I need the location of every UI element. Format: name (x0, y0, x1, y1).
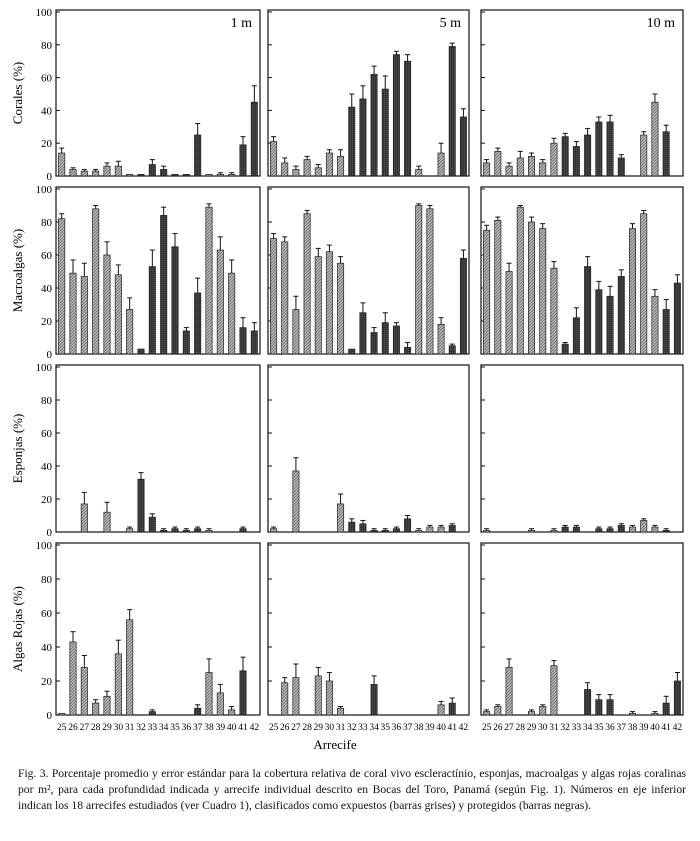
x-axis-label: Arrecife (313, 737, 357, 752)
y-tick-label: 60 (41, 608, 52, 620)
bar (427, 527, 433, 532)
x-tick-label: 37 (402, 723, 413, 733)
bar (663, 309, 669, 354)
bar (160, 169, 166, 176)
bar (495, 151, 501, 176)
panel-frame (56, 10, 260, 176)
panel (36, 184, 261, 361)
bar (70, 273, 76, 354)
bar (149, 165, 155, 176)
x-tick-label: 34 (369, 723, 379, 733)
bar (326, 681, 332, 715)
bar (517, 207, 523, 354)
x-tick-label: 32 (560, 723, 570, 733)
bar (438, 153, 444, 176)
y-tick-label: 20 (41, 494, 52, 506)
bar (282, 242, 288, 354)
panel (481, 187, 683, 354)
bar (641, 135, 647, 176)
bar (629, 713, 635, 715)
bar (115, 166, 121, 176)
x-tick-label: 29 (102, 723, 112, 733)
bar (92, 209, 98, 354)
y-tick-label: 0 (46, 710, 52, 722)
bar (540, 163, 546, 176)
bar (483, 230, 489, 354)
bar (104, 255, 110, 354)
bar (360, 99, 366, 176)
x-tick-label: 37 (616, 723, 627, 733)
x-tick-label: 36 (605, 723, 615, 733)
bar (228, 710, 234, 715)
bar (160, 215, 166, 354)
bar (663, 530, 669, 532)
bar (92, 171, 98, 176)
bar (562, 344, 568, 354)
bar (81, 667, 87, 715)
bar (92, 703, 98, 715)
bar (416, 169, 422, 176)
x-tick-label: 33 (358, 723, 368, 733)
bar (194, 293, 200, 354)
bar (183, 331, 189, 354)
x-tick-label: 42 (672, 723, 683, 733)
bar (251, 102, 257, 176)
y-axis-label: Esponjas (%) (10, 413, 25, 484)
bar (584, 690, 590, 716)
bar (551, 268, 557, 354)
bar (584, 135, 590, 176)
bar (304, 214, 310, 354)
bar (629, 527, 635, 532)
panel (36, 362, 261, 539)
bar (393, 529, 399, 532)
bar (371, 74, 377, 176)
bar (540, 229, 546, 354)
x-tick-label: 41 (447, 723, 457, 733)
bar (81, 276, 87, 354)
bar (304, 160, 310, 176)
bar (240, 671, 246, 715)
bar (460, 117, 466, 176)
bar (528, 156, 534, 176)
bar (240, 328, 246, 354)
bar (270, 529, 276, 532)
panel (481, 543, 683, 733)
x-tick-label: 29 (313, 723, 323, 733)
bar (206, 174, 212, 176)
y-tick-label: 0 (46, 171, 52, 183)
bar (315, 676, 321, 715)
bar (115, 654, 121, 715)
bar (337, 156, 343, 176)
bar (573, 146, 579, 176)
x-tick-label: 42 (458, 723, 469, 733)
bar (641, 214, 647, 354)
bar (58, 219, 64, 354)
x-tick-label: 34 (582, 723, 593, 733)
y-tick-label: 40 (41, 283, 52, 295)
bar (371, 684, 377, 715)
x-tick-label: 25 (268, 723, 279, 733)
bar (217, 250, 223, 354)
bar (551, 530, 557, 532)
y-tick-label: 0 (46, 349, 52, 361)
x-tick-label: 40 (226, 723, 237, 733)
x-tick-label: 31 (124, 723, 135, 733)
bar (183, 530, 189, 532)
bar (528, 222, 534, 354)
bar (438, 324, 444, 354)
bar (506, 166, 512, 176)
y-tick-label: 100 (35, 7, 52, 19)
y-tick-label: 80 (41, 574, 52, 586)
bar (206, 673, 212, 716)
bar (449, 703, 455, 715)
x-tick-label: 37 (192, 723, 203, 733)
x-tick-label: 35 (170, 723, 180, 733)
figure-caption: Fig. 3. Porcentaje promedio y error estándar para la cobertura relativa de coral vivo escleractínio, esponjas, macroalgas y algas rojas coralinas por m², para cada profundidad indicada y arrecife individual descrito en Bocas del Toro, Panamá (según Fig. 1). Números en eje inferior indican los 18 arrecifes estudiados (ver Cuadro 1), clasificados como expuestos (barras grises) y protegidos (barras negras). (18, 767, 686, 812)
x-tick-label: 32 (347, 723, 357, 733)
y-tick-label: 80 (41, 395, 52, 407)
panel (268, 365, 469, 532)
bar (382, 530, 388, 532)
bar (483, 530, 489, 532)
bar (596, 700, 602, 715)
x-tick-label: 33 (147, 723, 158, 733)
bar (194, 529, 200, 532)
bar (58, 153, 64, 176)
bar (315, 257, 321, 354)
x-tick-label: 42 (249, 723, 260, 733)
x-tick-label: 30 (324, 723, 335, 733)
bar (483, 712, 489, 715)
bar (618, 525, 624, 532)
depth-label: 5 m (439, 16, 461, 31)
bar (596, 290, 602, 354)
y-tick-label: 60 (41, 250, 52, 262)
bar (393, 326, 399, 354)
y-axis-label: Macroalgas (%) (10, 228, 25, 313)
bar (652, 102, 658, 176)
x-tick-label: 33 (571, 723, 582, 733)
y-tick-label: 40 (41, 105, 52, 118)
bar (584, 267, 590, 354)
x-tick-label: 27 (291, 723, 301, 733)
bar (416, 206, 422, 355)
panel (481, 365, 683, 532)
bar (506, 272, 512, 355)
x-tick-label: 26 (68, 723, 78, 733)
x-tick-label: 38 (414, 723, 424, 733)
bar (663, 703, 669, 715)
bar (573, 527, 579, 532)
y-tick-label: 80 (41, 39, 52, 52)
y-tick-label: 100 (35, 362, 52, 374)
depth-label: 10 m (646, 16, 675, 31)
bar (404, 519, 410, 532)
bar (228, 273, 234, 354)
bar (172, 174, 178, 176)
bar (126, 174, 132, 176)
x-tick-label: 36 (181, 723, 192, 733)
bar (270, 239, 276, 355)
bar (315, 168, 321, 176)
x-tick-label: 28 (90, 723, 101, 733)
x-tick-label: 29 (526, 723, 537, 733)
bar (70, 169, 76, 176)
bar (663, 132, 669, 176)
bar (138, 349, 144, 354)
bar (674, 681, 680, 715)
bar (495, 707, 501, 716)
bar (81, 504, 87, 532)
bar (217, 693, 223, 715)
y-tick-label: 20 (41, 676, 52, 688)
bar (270, 142, 276, 176)
bar (674, 283, 680, 354)
bar (206, 530, 212, 532)
bar (416, 530, 422, 532)
bar (517, 158, 523, 176)
bar (371, 333, 377, 354)
x-tick-label: 36 (391, 723, 402, 733)
bar (382, 89, 388, 176)
bar (104, 696, 110, 715)
x-tick-label: 26 (493, 723, 503, 733)
x-tick-label: 41 (661, 723, 671, 733)
x-tick-label: 39 (215, 723, 226, 733)
x-tick-label: 26 (280, 723, 290, 733)
panel-frame (481, 365, 683, 532)
y-axis-label: Corales (%) (10, 61, 25, 125)
bar (115, 275, 121, 354)
bar (337, 504, 343, 532)
bar (460, 258, 466, 354)
bar (138, 479, 144, 532)
bar (528, 530, 534, 532)
bar (240, 529, 246, 532)
x-tick-label: 32 (136, 723, 146, 733)
bar (438, 705, 444, 715)
x-tick-label: 39 (425, 723, 435, 733)
bar (240, 145, 246, 176)
y-tick-label: 60 (41, 428, 52, 440)
y-axis-label: Algas Rojas (%) (10, 586, 25, 672)
bar (126, 620, 132, 715)
panel (268, 10, 469, 176)
bar (360, 524, 366, 532)
bar (360, 313, 366, 354)
y-tick-label: 20 (41, 316, 52, 328)
bar (629, 229, 635, 354)
bar (138, 174, 144, 176)
y-tick-label: 100 (35, 184, 52, 196)
bar (540, 707, 546, 716)
bar (607, 529, 613, 532)
bar (149, 267, 155, 354)
bar (652, 713, 658, 715)
bar (349, 522, 355, 532)
bar (183, 174, 189, 176)
panel (36, 7, 261, 183)
x-tick-label: 34 (158, 723, 169, 733)
x-tick-label: 38 (627, 723, 638, 733)
x-tick-label: 30 (113, 723, 124, 733)
bar (449, 46, 455, 176)
x-tick-label: 25 (481, 723, 492, 733)
bar (607, 296, 613, 354)
bar (282, 683, 288, 715)
bar (596, 529, 602, 532)
x-tick-label: 27 (504, 723, 514, 733)
bar (607, 700, 613, 715)
bar (382, 323, 388, 354)
bar (194, 708, 200, 715)
bar (652, 527, 658, 532)
bar (449, 346, 455, 354)
bar (483, 163, 489, 176)
x-tick-label: 30 (537, 723, 548, 733)
bar (81, 171, 87, 176)
x-tick-label: 25 (56, 723, 67, 733)
bar (149, 517, 155, 532)
y-tick-label: 20 (41, 138, 52, 151)
bar (282, 163, 288, 176)
y-tick-label: 40 (41, 642, 52, 654)
bar (404, 347, 410, 354)
x-tick-label: 31 (335, 723, 346, 733)
x-tick-label: 35 (594, 723, 604, 733)
bar (449, 525, 455, 532)
bar (596, 122, 602, 176)
bar (404, 61, 410, 176)
bar (562, 527, 568, 532)
bar (337, 263, 343, 354)
bar (427, 209, 433, 354)
bar (349, 349, 355, 354)
bar (172, 247, 178, 354)
y-tick-label: 0 (46, 527, 52, 539)
bar (349, 107, 355, 176)
bar (293, 309, 299, 354)
x-tick-label: 31 (549, 723, 559, 733)
bar (126, 529, 132, 532)
panel (268, 543, 469, 733)
bar (652, 296, 658, 354)
y-tick-label: 100 (35, 540, 52, 552)
bar (104, 166, 110, 176)
bar (293, 678, 299, 715)
x-tick-label: 40 (436, 723, 446, 733)
bar (495, 220, 501, 354)
bar (551, 143, 557, 176)
bar (217, 174, 223, 176)
x-tick-label: 27 (79, 723, 90, 733)
bar (104, 512, 110, 532)
bar (326, 252, 332, 354)
bar (194, 135, 200, 176)
bar (228, 174, 234, 176)
bar (251, 331, 257, 354)
bar (58, 713, 64, 715)
panel (36, 540, 261, 733)
bar (337, 708, 343, 715)
y-tick-label: 40 (41, 461, 52, 473)
bar (641, 520, 647, 532)
bar (206, 207, 212, 354)
panel (481, 10, 683, 176)
panel-frame (268, 10, 469, 176)
bar (149, 712, 155, 715)
x-tick-label: 28 (515, 723, 526, 733)
bar (326, 153, 332, 176)
bar (528, 712, 534, 715)
panel-grid (10, 7, 683, 733)
bar (160, 530, 166, 532)
x-tick-label: 41 (238, 723, 248, 733)
bar (618, 276, 624, 354)
bar (371, 530, 377, 532)
x-tick-label: 39 (638, 723, 649, 733)
bar (126, 309, 132, 354)
y-tick-label: 60 (41, 72, 52, 85)
x-tick-label: 40 (650, 723, 660, 733)
bar (293, 169, 299, 176)
bar (618, 158, 624, 176)
panel (268, 187, 469, 354)
bar (172, 529, 178, 532)
bar (70, 642, 76, 715)
y-tick-label: 80 (41, 217, 52, 229)
depth-label: 1 m (230, 16, 252, 31)
x-tick-label: 28 (302, 723, 312, 733)
bar (393, 55, 399, 176)
x-tick-label: 38 (204, 723, 214, 733)
bar (551, 666, 557, 715)
bar (573, 318, 579, 354)
x-tick-label: 35 (380, 723, 390, 733)
bar (562, 137, 568, 176)
bar (607, 122, 613, 176)
bar (506, 667, 512, 715)
bar (438, 527, 444, 532)
bar (293, 471, 299, 532)
